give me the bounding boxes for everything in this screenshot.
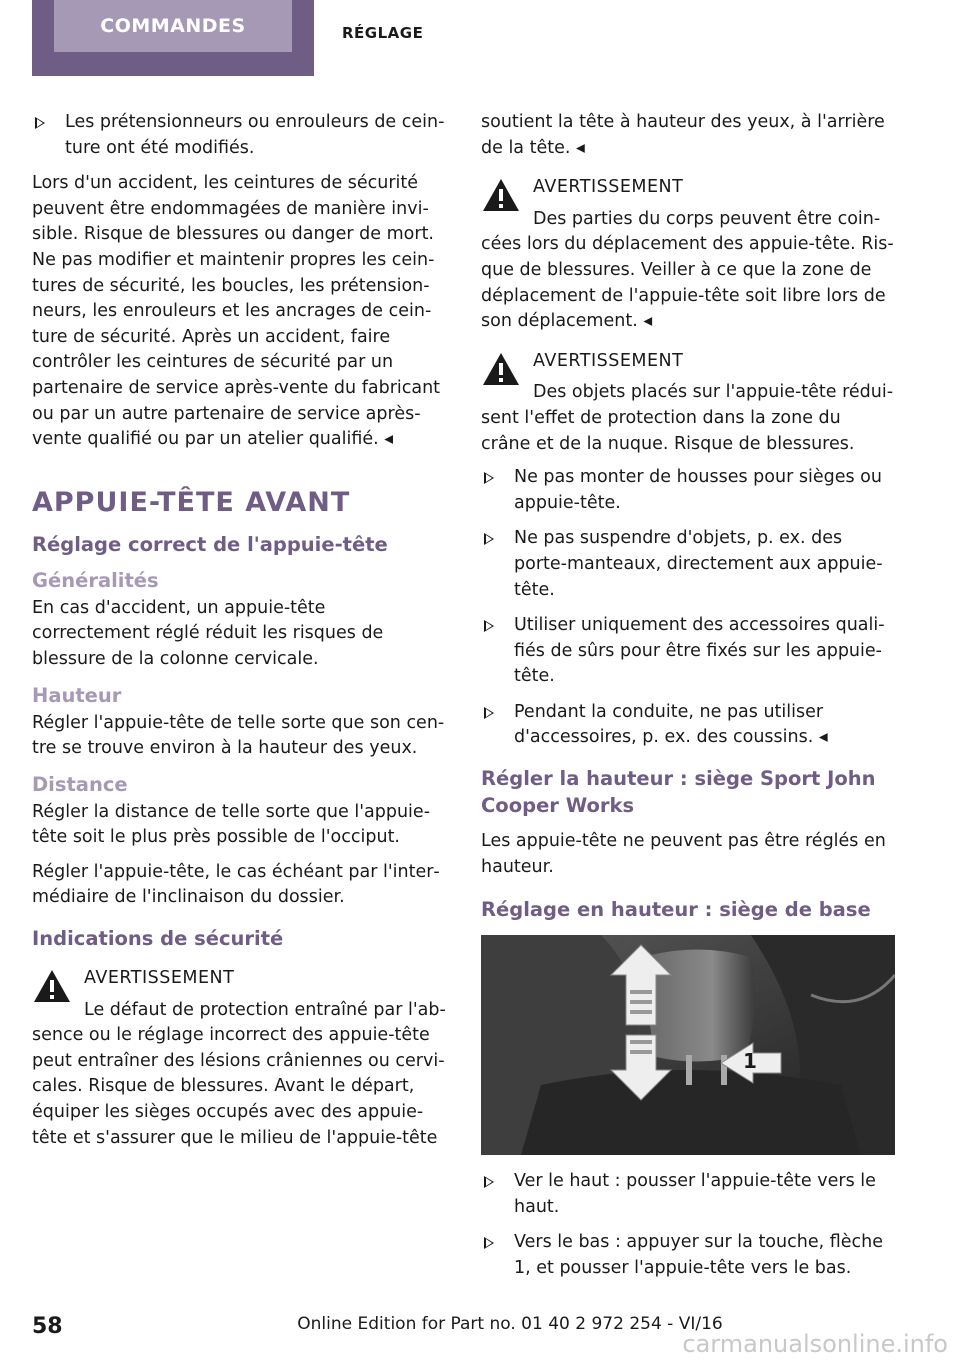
right-column (481, 110, 895, 1292)
chapter-tab-bar (0, 0, 960, 78)
tab-reglage[interactable]: RÉGLAGE (342, 24, 424, 42)
bullet-triangle-icon (484, 533, 494, 545)
headrest-photo (481, 935, 895, 1155)
bullet-triangle-icon (484, 620, 494, 632)
bullet-triangle-icon (35, 117, 45, 129)
bullet-triangle-icon (484, 1176, 494, 1188)
list-item (481, 700, 895, 751)
list-item-text: Les prétensionneurs ou enrouleurs de ceinture ont été modifiés. (65, 112, 445, 158)
page-number: 58 (32, 1314, 63, 1339)
list-item-text: Utiliser uniquement des accessoires qualifiés de sûrs pour être fixés sur les appuie-tête. (514, 615, 885, 687)
bullet-triangle-icon (484, 1237, 494, 1249)
list-item (481, 465, 895, 516)
section-heading: APPUIE-TÊTE AVANT (32, 486, 351, 518)
warning-label: AVERTISSEMENT (533, 350, 684, 371)
photo-callout-number: 1 (743, 1049, 757, 1074)
subsection-heading-safety: Indications de sécurité (32, 927, 284, 951)
list-item-text: Vers le bas : appuyer sur la touche, flèche 1, et pousser l'appuie-tête vers le bas. (514, 1232, 883, 1279)
subsection-heading: Réglage correct de l'appuie-tête (32, 532, 388, 556)
paragraph: Régler l'appuie-tête de telle sorte que son centre se trouve environ à la hauteur des yeux. (32, 712, 445, 759)
warning-block (481, 349, 895, 457)
list-item (481, 1169, 895, 1220)
list-item-text: Ne pas suspendre d'objets, p. ex. des porte-manteaux, directement aux appuie-tête. (514, 528, 883, 600)
list-item-text: Ver le haut : pousser l'appuie-tête vers le haut. (514, 1171, 876, 1217)
headrest-illustration (481, 935, 895, 1155)
list-item (481, 613, 895, 690)
left-column (32, 110, 446, 1159)
warning-triangle-icon (481, 351, 521, 387)
topic-heading-hauteur: Hauteur (32, 683, 122, 707)
list-item (481, 526, 895, 603)
paragraph: Régler la distance de telle sorte que l'appuie-tête soit le plus près possible de l'occiput. (32, 801, 431, 848)
subsection-heading-base: Réglage en hauteur : siège de base (481, 898, 871, 922)
list-item-text: Pendant la conduite, ne pas utiliser d'accessoires, p. ex. des coussins. ◂ (514, 701, 828, 748)
subsection-heading-sport: Régler la hauteur : siège Sport John Cooper Works (481, 767, 876, 818)
warning-text: Des objets placés sur l'appuie-tête réduisent l'effet de protection dans la zone du crâne et de la nuque. Risque de blessures. (481, 382, 894, 454)
topic-heading-distance: Distance (32, 772, 128, 796)
warning-triangle-icon (481, 177, 521, 213)
footer-edition-text: Online Edition for Part no. 01 40 2 972 254 - VI/16 (297, 1314, 723, 1334)
paragraph: Régler l'appuie-tête, le cas échéant par l'intermédiaire de l'inclinaison du dossier. (32, 861, 440, 908)
tab-commandes[interactable]: COMMANDES (54, 0, 292, 52)
bullet-triangle-icon (484, 707, 494, 719)
list-item-text: Ne pas monter de housses pour sièges ou appuie-tête. (514, 467, 882, 513)
topic-heading-generalites: Généralités (32, 568, 159, 592)
bullet-triangle-icon (484, 472, 494, 484)
warning-triangle-icon (32, 968, 72, 1004)
paragraph: Les appuie-tête ne peuvent pas être réglés en hauteur. (481, 831, 886, 877)
list-item (481, 1230, 895, 1281)
warning-text: Des parties du corps peuvent être coincées lors du déplacement des appuie-tête. Risque de blessures. Veiller à ce que la zone de déplacement de l'appuie-tête soit libre lors de son déplacement. ◂ (481, 208, 894, 332)
warning-label: AVERTISSEMENT (84, 968, 235, 989)
paragraph: soutient la tête à hauteur des yeux, à l'arrière de la tête. ◂ (481, 112, 885, 158)
watermark: carmanualsonline.info (682, 1330, 948, 1358)
paragraph: Lors d'un accident, les ceintures de sécurité peuvent être endommagées de manière invisible. Risque de blessures ou danger de mort. Ne pas modifier et maintenir propres les ceintures de sécurité, les boucles, les prétensionneurs, les enrouleurs et les ancrages de ceinture de sécurité. Après un accident, faire contrôler les ceintures de sécurité par un partenaire de service après-vente du fabricant ou par un autre partenaire de service après-vente qualifié ou par un atelier qualifié. ◂ (32, 173, 441, 450)
paragraph: En cas d'accident, un appuie-tête correctement réglé réduit les risques de blessure de la colonne cervicale. (32, 597, 384, 669)
warning-label: AVERTISSEMENT (533, 177, 684, 198)
warning-block (481, 175, 895, 335)
list-item (32, 110, 446, 161)
warning-text: Le défaut de protection entraîné par l'absence ou le réglage incorrect des appuie-tête peut entraîner des lésions crâniennes ou cervicales. Risque de blessures. Avant le départ, équiper les sièges occupés avec des appuie-tête et s'assurer que le milieu de l'appuie-tête (32, 999, 446, 1148)
warning-block (32, 966, 446, 1151)
